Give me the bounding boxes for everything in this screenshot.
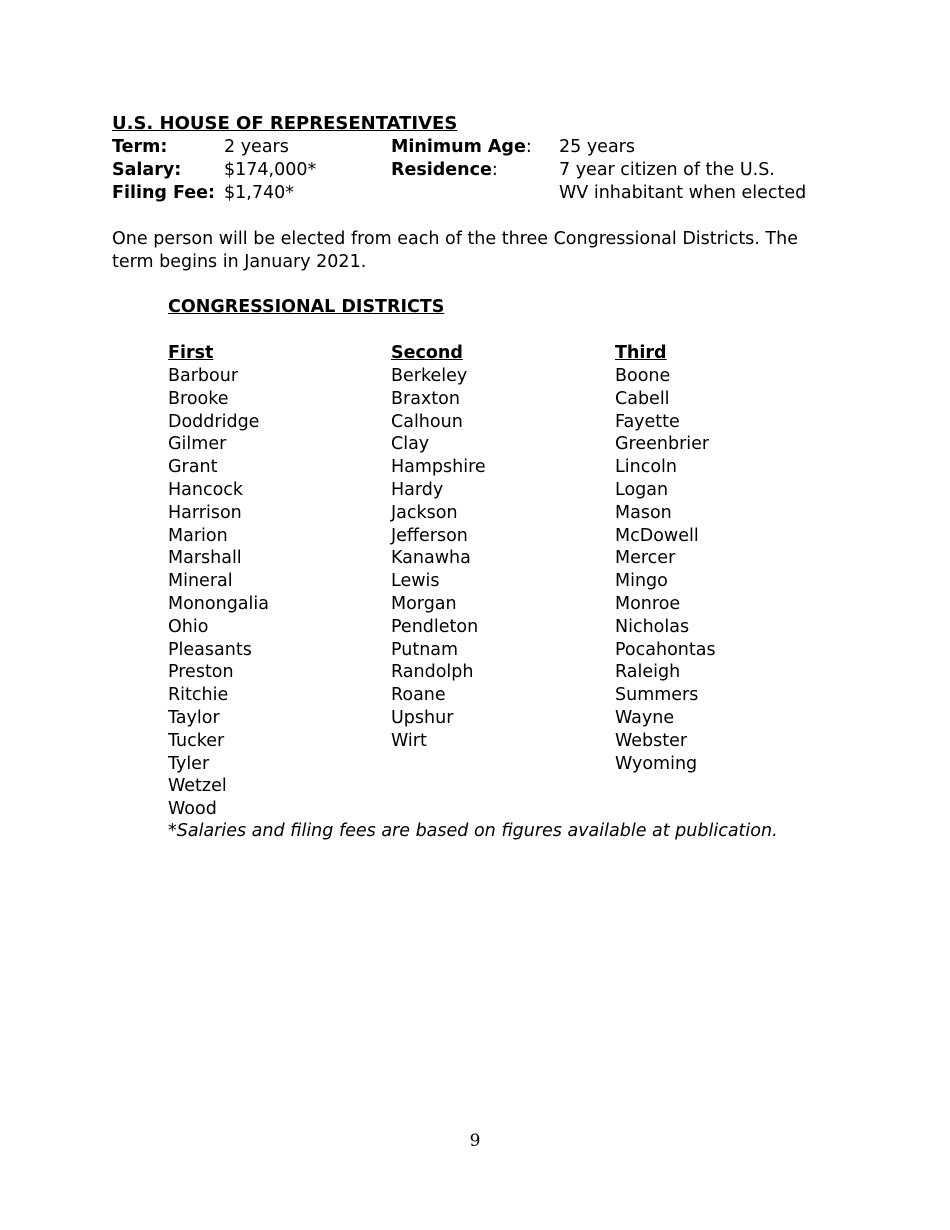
county-list-item: Boone bbox=[615, 366, 671, 386]
county-list-item: Brooke bbox=[168, 388, 229, 409]
intro-paragraph: One person will be elected from each of the three Congressional Districts. The term begins in January 2021. bbox=[112, 229, 798, 272]
county-list-item: Roane bbox=[391, 685, 446, 706]
footnote: *Salaries and filing fees are based on figures available at publication. bbox=[168, 821, 778, 841]
county-list-item: Mineral bbox=[168, 571, 233, 592]
salary-value: $174,000* bbox=[224, 160, 317, 180]
county-list-item: Wyoming bbox=[615, 753, 698, 774]
min-age-value: 25 years bbox=[559, 137, 635, 157]
county-list-item: Wood bbox=[168, 799, 217, 820]
county-list-item: Mingo bbox=[615, 571, 668, 592]
county-list-item: Webster bbox=[615, 730, 688, 751]
county-list-item: Kanawha bbox=[391, 548, 471, 569]
county-list-item: Marion bbox=[168, 525, 228, 546]
county-list-item: Hardy bbox=[391, 479, 444, 500]
district-column-first bbox=[168, 342, 269, 821]
county-list-item: Wetzel bbox=[168, 776, 227, 797]
county-list-item: Hampshire bbox=[391, 457, 486, 478]
county-list-item: Nicholas bbox=[615, 616, 690, 637]
salary-label: Salary: bbox=[112, 160, 182, 180]
district-heading-third: Third bbox=[615, 343, 667, 363]
county-list-item: Marshall bbox=[168, 548, 242, 569]
county-list-item: Jackson bbox=[391, 502, 458, 523]
district-heading-second: Second bbox=[391, 343, 463, 363]
county-list-item: Upshur bbox=[391, 707, 454, 728]
county-list-item: Pocahontas bbox=[615, 639, 716, 660]
county-list-item: Tyler bbox=[168, 753, 210, 774]
county-list-item: Wirt bbox=[391, 730, 427, 751]
county-list-item: Mercer bbox=[615, 548, 676, 569]
term-label: Term: bbox=[112, 137, 168, 157]
residence-label: Residence bbox=[391, 160, 492, 180]
district-column-third bbox=[615, 342, 716, 775]
county-list-item: Cabell bbox=[615, 388, 670, 409]
county-list-item: Calhoun bbox=[391, 411, 463, 432]
county-list-item: Braxton bbox=[391, 388, 460, 409]
residence-value-inhabitant: WV inhabitant when elected bbox=[559, 183, 807, 203]
county-list-item: Hancock bbox=[168, 479, 244, 500]
filing-fee-label: Filing Fee: bbox=[112, 183, 216, 203]
district-heading-first: First bbox=[168, 343, 214, 363]
county-list-item: Pleasants bbox=[168, 639, 252, 660]
county-list-item: Barbour bbox=[168, 366, 239, 386]
county-list-item: McDowell bbox=[615, 525, 699, 546]
county-list-item: Ohio bbox=[168, 616, 209, 637]
county-list-first bbox=[168, 365, 269, 821]
residence-label-wrap bbox=[391, 159, 498, 182]
county-list-item: Monroe bbox=[615, 593, 681, 614]
county-list-item: Mason bbox=[615, 502, 672, 523]
county-list-item: Doddridge bbox=[168, 411, 260, 432]
county-list-item: Jefferson bbox=[391, 525, 468, 546]
county-list-item: Gilmer bbox=[168, 434, 227, 455]
filing-fee-value: $1,740* bbox=[224, 183, 294, 203]
county-list-item: Wayne bbox=[615, 707, 675, 728]
page-number: 9 bbox=[469, 1131, 481, 1151]
county-list-item: Lewis bbox=[391, 571, 440, 592]
county-list-item: Randolph bbox=[391, 662, 474, 683]
min-age-colon: : bbox=[525, 137, 532, 157]
county-list-item: Raleigh bbox=[615, 662, 681, 683]
county-list-item: Greenbrier bbox=[615, 434, 710, 455]
county-list-item: Tucker bbox=[168, 730, 225, 751]
county-list-item: Berkeley bbox=[391, 366, 468, 386]
county-list-item: Summers bbox=[615, 685, 699, 706]
county-list-item: Pendleton bbox=[391, 616, 479, 637]
county-list-item: Ritchie bbox=[168, 685, 229, 706]
county-list-item: Lincoln bbox=[615, 457, 677, 478]
county-list-item: Preston bbox=[168, 662, 234, 683]
county-list-item: Monongalia bbox=[168, 593, 269, 614]
min-age-label: Minimum Age bbox=[391, 137, 526, 157]
county-list-second bbox=[391, 365, 486, 753]
county-list-third bbox=[615, 365, 716, 775]
county-list-item: Morgan bbox=[391, 593, 457, 614]
county-list-item: Fayette bbox=[615, 411, 680, 432]
county-list-item: Logan bbox=[615, 479, 669, 500]
min-age-label-wrap bbox=[391, 136, 532, 159]
page-title: U.S. HOUSE OF REPRESENTATIVES bbox=[112, 113, 458, 134]
county-list-item: Grant bbox=[168, 457, 218, 478]
county-list-item: Putnam bbox=[391, 639, 459, 660]
county-list-item: Harrison bbox=[168, 502, 242, 523]
districts-heading: CONGRESSIONAL DISTRICTS bbox=[168, 297, 445, 317]
district-column-second bbox=[391, 342, 486, 753]
county-list-item: Clay bbox=[391, 434, 430, 455]
residence-colon: : bbox=[491, 160, 498, 180]
residence-value-citizen: 7 year citizen of the U.S. bbox=[559, 160, 775, 180]
term-value: 2 years bbox=[224, 137, 289, 157]
county-list-item: Taylor bbox=[168, 707, 220, 728]
